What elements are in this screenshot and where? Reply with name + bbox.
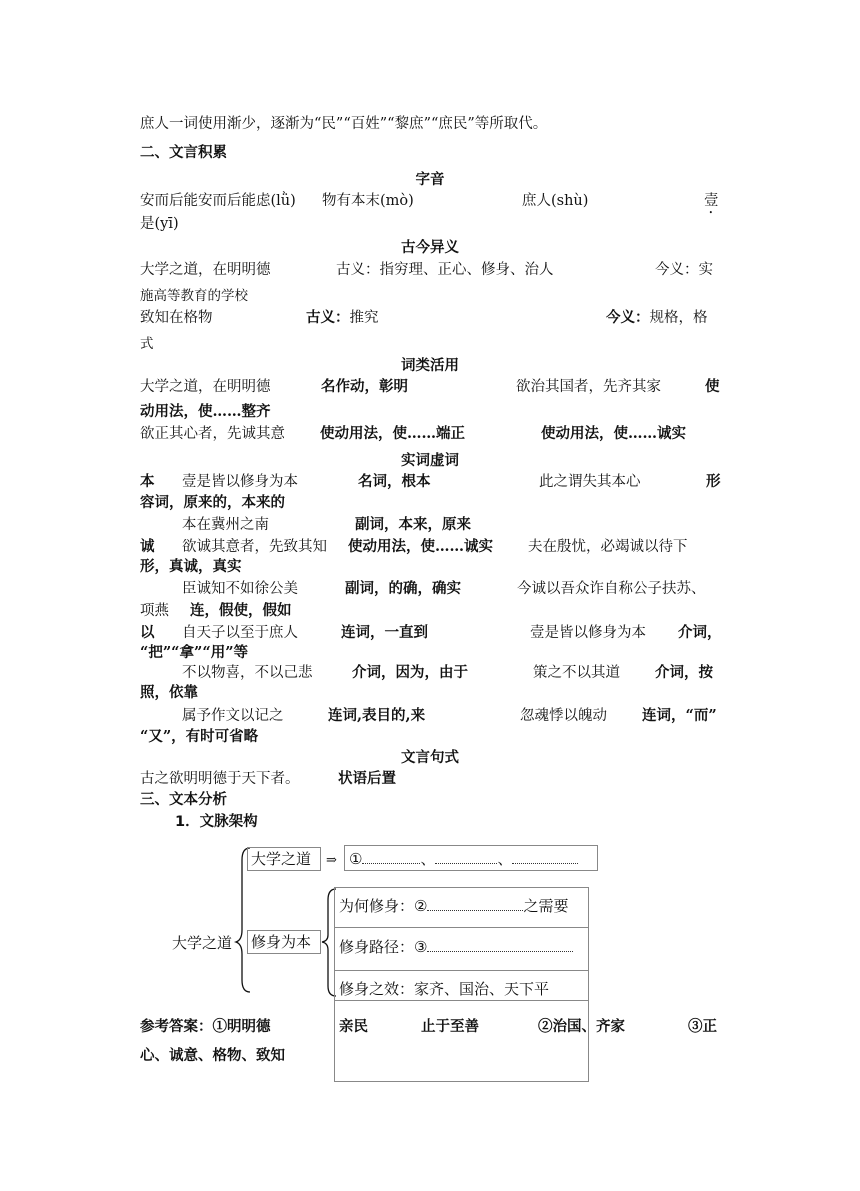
diagram-node1: 大学之道 (251, 850, 312, 868)
diagram-fill-row-1 (349, 849, 578, 869)
intro-text: 庶人一词使用渐少，逐渐为“民”“百姓”“黎庶”“庶民”等所取代。 (140, 116, 548, 132)
ziyin-item-4: 壹 (704, 193, 719, 209)
yi-r3-note-2-cont: “又”，有时可省略 (140, 728, 259, 745)
yi-r1-sentence-2: 壹是皆以修身为本 (530, 625, 646, 641)
yi-r1-note: 连词，一直到 (341, 624, 428, 641)
diagram-node2: 修身为本 (251, 933, 312, 951)
gujin-r2-sentence: 致知在格物 (140, 310, 213, 326)
shishi-title: 实词虚词 (401, 453, 459, 469)
cilei-title: 词类活用 (401, 358, 459, 374)
yi-r3-note-2: 连词，“而” (642, 707, 717, 724)
answer-2: 亲民 (339, 1018, 368, 1035)
cilei-r1-note: 名作动，彰明 (321, 378, 408, 395)
cilei-r1-sentence: 大学之道，在明明德 (140, 379, 271, 395)
yi-r2-sentence-2: 策之不以其道 (533, 665, 620, 681)
section-heading-2: 二、文言积累 (140, 145, 227, 161)
ziyin-item-1: 安而后能安而后能虑(lǜ) (140, 193, 296, 209)
answer-label-row (140, 1017, 271, 1037)
section-heading-3: 三、文本分析 (140, 792, 227, 808)
gujin-r2-old-text: 推究 (349, 310, 379, 326)
blank-1 (362, 849, 420, 864)
jushi-title: 文言句式 (401, 750, 459, 766)
gujin-r1-new: 今义：实 (655, 262, 713, 278)
gujin-title: 古今异义 (401, 240, 459, 256)
cheng-r1-note: 使动用法，使……诚实 (348, 538, 493, 555)
cheng-r2-note: 副词，的确，确实 (345, 580, 461, 597)
diagram-path-row (339, 937, 573, 957)
answer-label: 参考答案： (140, 1018, 213, 1035)
diagram-why-label: 为何修身： (339, 897, 415, 915)
gujin-r1-old: 古义：指穷理、正心、修身、治人 (336, 262, 554, 278)
yi-r2-note-2-cont: 照，依靠 (140, 684, 198, 701)
yi-r3-sentence: 属予作文以记之 (182, 708, 284, 724)
cheng-char: 诚 (140, 539, 155, 555)
diagram-sep-1: 、 (420, 850, 436, 868)
gujin-r1-sentence: 大学之道，在明明德 (140, 262, 271, 278)
ben-char: 本 (140, 474, 155, 490)
ziyin-item-3: 庶人(shù) (522, 193, 589, 209)
ben-r2-note: 副词，本来，原来 (355, 516, 471, 533)
cilei-r1-sentence-2: 欲治其国者，先齐其家 (516, 379, 661, 395)
gujin-r2-new-label: 今义： (606, 309, 650, 326)
gujin-r2-new-cont: 式 (140, 336, 154, 352)
diagram-arrow: ⇒ (326, 853, 337, 868)
cilei-r2-sentence: 欲正其心者，先诚其意 (140, 426, 285, 442)
yi-r3-note: 连词,表目的,来 (328, 707, 426, 724)
cilei-r1-note-2: 使 (705, 378, 720, 395)
diagram-path-num: ③ (414, 938, 428, 956)
gujin-r2-new-text: 规格，格 (649, 310, 708, 326)
blank-3 (512, 849, 578, 864)
yi-r1-note-2: 介词， (678, 624, 722, 641)
cheng-r2-sentence: 臣诚知不如徐公美 (182, 581, 298, 597)
cheng-r1-sentence: 欲诚其意者，先致其知 (182, 539, 327, 555)
ziyin-item-2: 物有本末(mò) (322, 193, 414, 209)
jushi-r1-sentence: 古之欲明明德于天下者。 (140, 771, 300, 787)
answer-3: 止于至善 (421, 1018, 479, 1035)
answer-4: ②治国、齐家 (538, 1018, 625, 1035)
diagram-table-line-2 (334, 970, 588, 971)
answer-5: ③正 (688, 1018, 717, 1035)
ben-r1-note: 名词，根本 (358, 473, 431, 490)
yi-r2-sentence: 不以物喜，不以己悲 (182, 665, 313, 681)
cilei-r1-note-2-cont: 动用法，使……整齐 (140, 403, 271, 420)
diagram-table-line-3 (334, 1000, 588, 1001)
diagram-table-line-1 (334, 927, 588, 928)
blank-4 (427, 896, 523, 911)
yi-r3-sentence-2: 忽魂悸以魄动 (520, 708, 607, 724)
ziyin-item-1-text: 安而后能虑(lǜ) (198, 193, 296, 209)
blank-2 (435, 849, 497, 864)
answer-1: ①明明德 (212, 1018, 271, 1035)
yi-r1-note-2-cont: “把”“拿”“用”等 (140, 644, 249, 661)
yi-r1-sentence: 自天子以至于庶人 (182, 625, 298, 641)
cheng-r1-note-2: 形，真诚，真实 (140, 558, 242, 575)
ben-r1-sentence: 壹是皆以修身为本 (182, 474, 298, 490)
diagram-effect: 修身之效：家齐、国治、天下平 (339, 980, 550, 998)
diagram-root: 大学之道 (172, 934, 233, 952)
yi-char: 以 (140, 625, 155, 641)
ziyin-item-5: 是(yī) (140, 216, 179, 232)
diagram-why-num: ② (414, 897, 428, 915)
diagram-why-suffix: 之需要 (523, 897, 569, 915)
diagram-fill-prefix: ① (349, 850, 363, 868)
sub-heading-1: 1．文脉架构 (175, 814, 258, 830)
cilei-r2-note: 使动用法，使……端正 (320, 425, 465, 442)
gujin-r1-new-cont: 施高等教育的学校 (140, 288, 248, 304)
yi-r2-note-2: 介词，按 (655, 664, 713, 681)
diagram-why-row (339, 896, 568, 916)
ben-r1-note-2-cont: 容词，原来的，本来的 (140, 494, 285, 511)
ben-r1-sentence-2: 此之谓失其本心 (539, 474, 641, 490)
cheng-r1-sentence-2: 夫在殷忧，必竭诚以待下 (528, 539, 688, 555)
jushi-r1-note: 状语后置 (338, 770, 396, 787)
cheng-r2-sentence-2-cont: 项燕 (140, 603, 169, 619)
ben-r1-note-2: 形 (706, 473, 721, 490)
ben-r2-sentence: 本在冀州之南 (182, 517, 269, 533)
diagram-path-label: 修身路径： (339, 938, 415, 956)
answer-6: 心、诚意、格物、致知 (140, 1047, 285, 1064)
blank-5 (427, 937, 573, 952)
diagram-sep-2: 、 (497, 850, 513, 868)
cheng-r2-note-2: 连，假使，假如 (190, 602, 292, 619)
cilei-r2-note-2: 使动用法，使……诚实 (541, 425, 686, 442)
ziyin-title: 字音 (415, 172, 445, 188)
gujin-r2-old-label: 古义： (306, 309, 350, 326)
cheng-r2-sentence-2: 今诚以吾众诈自称公子扶苏、 (517, 581, 706, 597)
yi-r2-note: 介词，因为，由于 (352, 664, 468, 681)
